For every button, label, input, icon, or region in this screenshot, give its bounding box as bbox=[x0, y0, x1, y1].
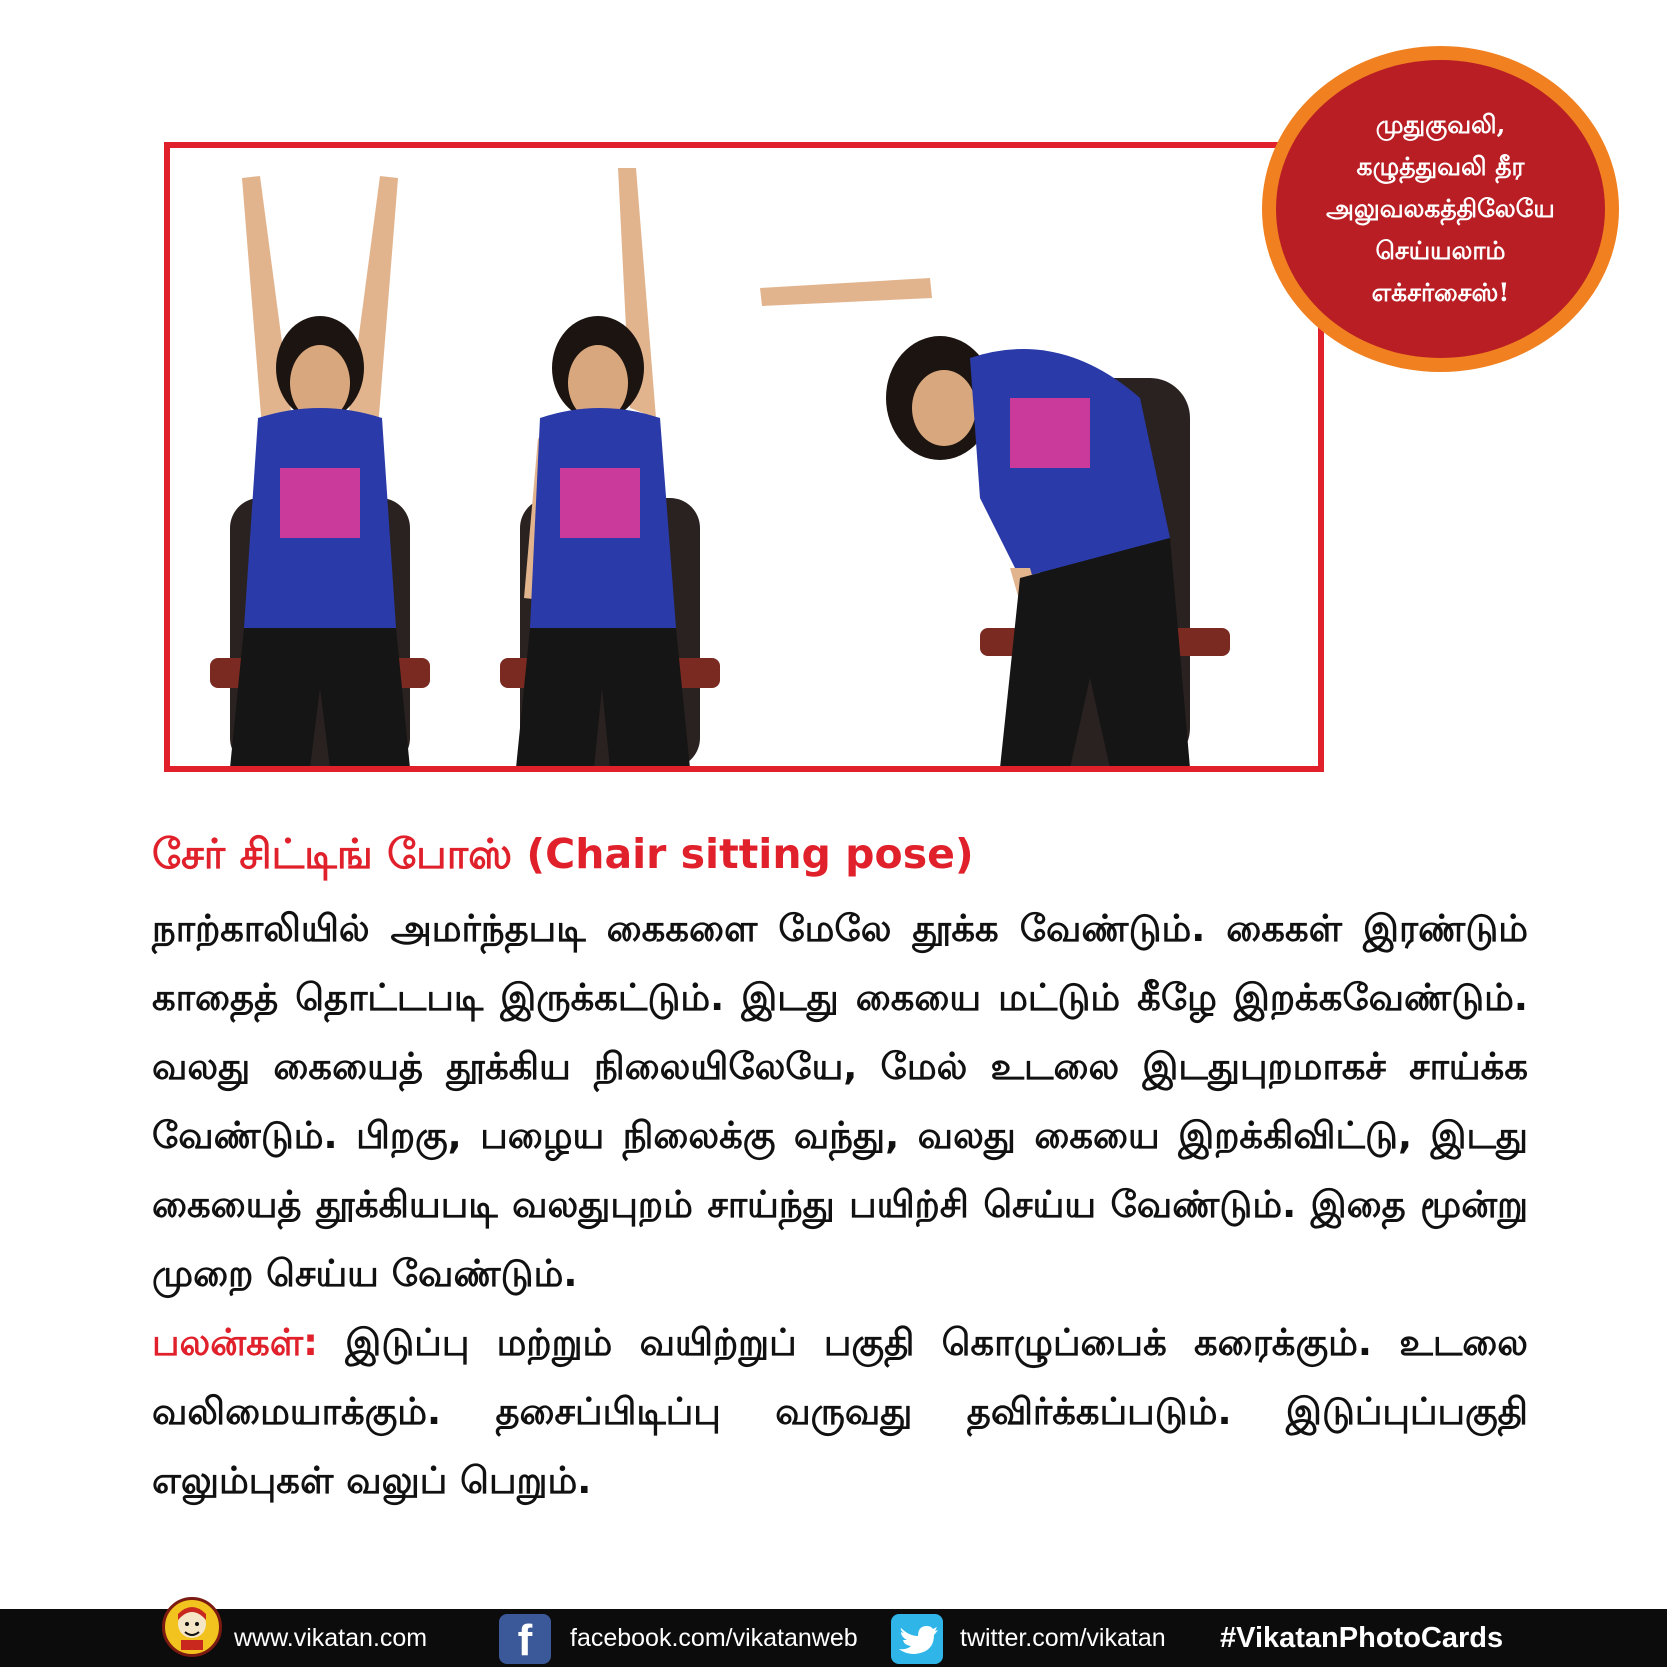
badge-line-2: கழுத்துவலி தீர bbox=[1356, 152, 1525, 181]
article-body bbox=[152, 894, 1528, 1515]
pose-figure-side-bend bbox=[760, 278, 1240, 772]
instructions-text: நாற்காலியில் அமர்ந்தபடி கைகளை மேலே தூக்க வேண்டும். கைகள் இரண்டும் காதைத் தொட்டபடி இருக்கட்டும். இடது கையை மட்டும் கீழே இறக்கவேண்டும். வலது கையைத் தூக்கிய நிலையிலேயே, மேல் உடலை இடதுபுறமாகச் சாய்க்க வேண்டும். பிறகு, பழைய நிலைக்கு வந்து, வலது கையை இறக்கிவிட்டு, இடது கையைத் தூக்கியபடி வலதுபுறம் சாய்ந்து பயிற்சி செய்ய வேண்டும். இதை மூன்று முறை செய்ய வேண்டும். bbox=[152, 907, 1528, 1295]
pose-figure-both-arms-up bbox=[200, 168, 440, 772]
hashtag: #VikatanPhotoCards bbox=[1220, 1622, 1504, 1654]
badge-line-4: செய்யலாம் bbox=[1375, 236, 1506, 265]
twitter-link[interactable]: twitter.com/vikatan bbox=[960, 1624, 1166, 1652]
vikatan-logo-icon bbox=[162, 1597, 222, 1657]
website-link[interactable]: www.vikatan.com bbox=[234, 1624, 428, 1652]
headline-badge-inner bbox=[1276, 60, 1605, 358]
headline-badge bbox=[1262, 46, 1619, 372]
pose-figure-one-arm-up bbox=[490, 168, 730, 772]
benefits-text: இடுப்பு மற்றும் வயிற்றுப் பகுதி கொழுப்பைக் கரைக்கும். உடலை வலிமையாக்கும். தசைப்பிடிப்பு வருவது தவிர்க்கப்படும். இடுப்புப்பகுதி எலும்புகள் வலுப் பெறும். bbox=[152, 1321, 1528, 1502]
badge-line-1: முதுகுவலி, bbox=[1375, 110, 1506, 139]
pose-title: சேர் சிட்டிங் போஸ் (Chair sitting pose) bbox=[152, 830, 974, 878]
benefits-label: பலன்கள்: bbox=[152, 1321, 318, 1364]
facebook-link[interactable]: facebook.com/vikatanweb bbox=[570, 1624, 858, 1652]
badge-line-3: அலுவலகத்திலேயே bbox=[1326, 194, 1555, 223]
twitter-icon[interactable] bbox=[891, 1614, 943, 1664]
footer-bar bbox=[0, 1609, 1667, 1667]
facebook-icon[interactable]: f bbox=[499, 1614, 551, 1664]
pose-photo-frame bbox=[164, 142, 1324, 772]
badge-line-5: எக்சர்சைஸ்! bbox=[1371, 278, 1510, 307]
